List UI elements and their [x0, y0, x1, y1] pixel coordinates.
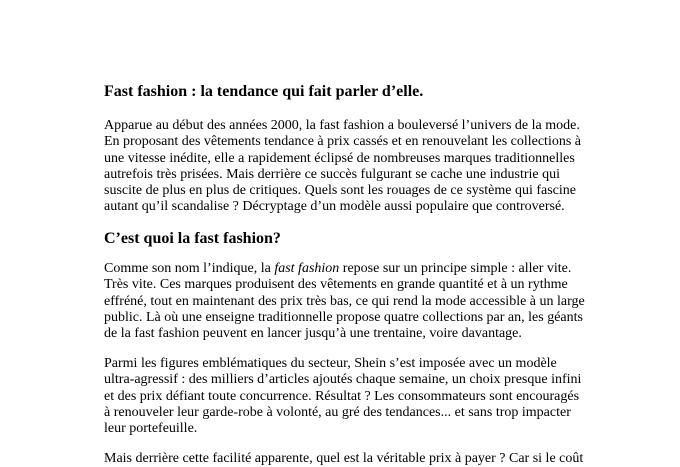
- article-title: Fast fashion : la tendance qui fait parler d’elle.: [104, 83, 424, 100]
- text-line: public. Là où une enseigne traditionnelle propose quatre collections par an, les géants: [104, 309, 583, 325]
- text-line: [104, 261, 585, 277]
- section-heading: C’est quoi la fast fashion?: [104, 230, 281, 247]
- text-line: Mais derrière cette facilité apparente, quel est la véritable prix à payer ? Car si le coût: [104, 451, 584, 466]
- text-line: effréné, tout en maintenant des prix très bas, ce qui rend la mode accessible à un large: [104, 293, 585, 309]
- text-line: autrefois très prisées. Mais derrière ce succès fulgurant se cache une industrie qui: [104, 166, 560, 182]
- text-line: et des prix défiant toute concurrence. Résultat ? Les consommateurs sont encouragés: [104, 388, 580, 404]
- text-line: à renouveler leur garde-robe à volonté, au gré des tendances... et sans trop impacter: [104, 404, 571, 420]
- emphasis-text: fast fashion: [274, 261, 340, 276]
- cut-off-paragraph: [104, 451, 583, 467]
- text-run: repose sur un principe simple : aller vite.: [339, 261, 572, 276]
- text-line: Très vite. Ces marques produisent des vêtements en grande quantité et à un rythme: [104, 277, 568, 293]
- text-line: Apparue au début des années 2000, la fast fashion a bouleversé l’univers de la mode.: [104, 118, 580, 133]
- text-run: Comme son nom l’indique, la: [104, 261, 275, 276]
- definition-paragraph: [104, 261, 585, 342]
- text-line: leur portefeuille.: [104, 421, 198, 437]
- intro-paragraph: [104, 118, 581, 216]
- shein-paragraph: [104, 356, 581, 437]
- text-line: Parmi les figures emblématiques du secteur, Shein s’est imposée avec un modèle: [104, 356, 557, 371]
- text-line: de la fast fashion peuvent en lancer jusqu’à une trentaine, voire davantage.: [104, 326, 522, 342]
- text-line: ultra-agressif : des milliers d’articles ajoutés chaque semaine, un choix presque infini: [104, 372, 582, 388]
- text-line: autant qu’il scandalise ? Décryptage d’un modèle aussi populaire que controversé.: [104, 199, 565, 215]
- text-line: suscite de plus en plus de critiques. Quels sont les rouages de ce système qui fascine: [104, 183, 576, 199]
- text-line: En proposant des vêtements tendance à prix cassés et en renouvelant les collections à: [104, 134, 581, 150]
- text-line: une vitesse inédite, elle a rapidement éclipsé de nombreuses marques traditionnelles: [104, 150, 575, 166]
